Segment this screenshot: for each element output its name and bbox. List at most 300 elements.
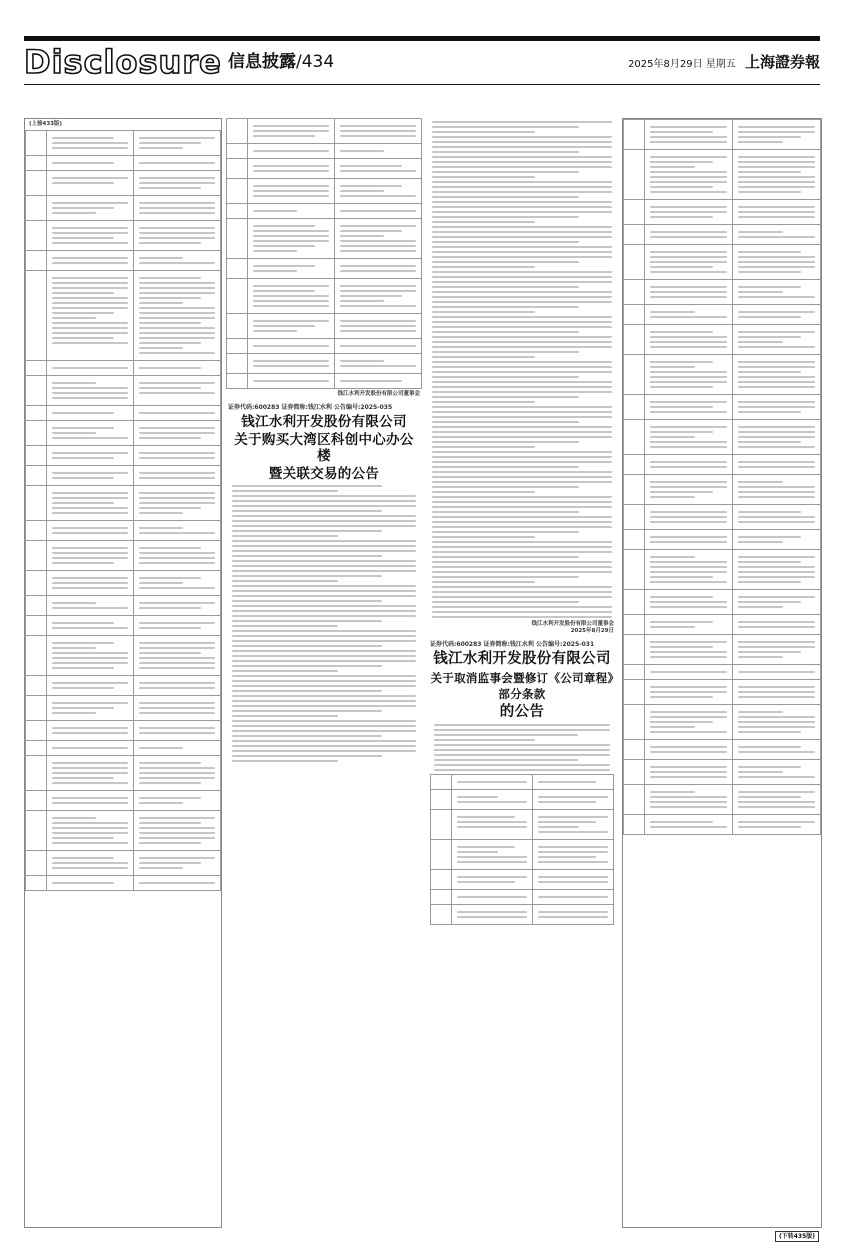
announcement-2-codeline: 证券代码:600283 证券简称:钱江水利 公告编号:2025-031	[430, 641, 595, 648]
text-line	[432, 171, 579, 173]
row-number-cell	[431, 775, 452, 790]
revised-clause-cell	[134, 721, 221, 741]
text-line	[432, 421, 579, 423]
table-row	[26, 171, 221, 196]
original-clause-cell	[47, 376, 134, 406]
text-line	[650, 171, 727, 173]
text-line	[738, 136, 801, 138]
newspaper-name: 上海證券報	[744, 53, 820, 71]
table-row	[26, 221, 221, 251]
text-line	[432, 176, 535, 178]
text-line	[253, 345, 329, 347]
text-line	[139, 647, 215, 649]
text-line	[650, 821, 713, 823]
text-line	[738, 171, 801, 173]
original-clause-cell	[645, 760, 733, 785]
text-line	[432, 186, 612, 188]
revised-clause-cell	[733, 225, 821, 245]
announcement-1-title-line-2: 关于购买大湾区科创中心办公楼	[234, 432, 414, 464]
text-line	[650, 711, 727, 713]
text-line	[650, 556, 695, 558]
revised-clause-cell	[733, 760, 821, 785]
text-line	[432, 516, 612, 518]
text-line	[650, 641, 727, 643]
original-clause-cell	[248, 159, 335, 179]
text-line	[340, 165, 402, 167]
text-line	[340, 270, 416, 272]
text-line	[340, 365, 416, 367]
row-number-cell	[26, 131, 47, 156]
text-line	[340, 240, 416, 242]
text-line	[432, 326, 612, 328]
column-4-table	[622, 118, 822, 1228]
table-row	[431, 775, 614, 790]
text-line	[432, 266, 535, 268]
text-line	[139, 602, 215, 604]
row-number-cell	[26, 171, 47, 196]
text-line	[139, 802, 183, 804]
revised-clause-cell	[733, 505, 821, 530]
text-line	[139, 557, 215, 559]
text-line	[139, 212, 215, 214]
table-row	[624, 225, 821, 245]
text-line	[738, 261, 815, 263]
revised-clause-cell	[733, 245, 821, 280]
table-row	[431, 790, 614, 810]
original-clause-cell	[248, 374, 335, 389]
announcement-2-title-line-3: 的公告	[499, 704, 545, 720]
text-line	[52, 862, 128, 864]
text-line	[650, 696, 713, 698]
text-line	[253, 270, 297, 272]
text-line	[139, 257, 183, 259]
text-line	[232, 635, 416, 637]
text-line	[340, 190, 384, 192]
text-line	[650, 746, 727, 748]
row-number-cell	[624, 815, 645, 835]
table-row	[227, 354, 422, 374]
text-line	[340, 320, 416, 322]
table-row	[26, 156, 221, 171]
text-line	[738, 341, 783, 343]
row-number-cell	[624, 475, 645, 505]
revised-clause-cell	[533, 840, 614, 870]
row-number-cell	[624, 590, 645, 615]
text-line	[650, 826, 727, 828]
row-number-cell	[227, 179, 248, 204]
text-line	[139, 627, 201, 629]
revised-clause-cell	[533, 890, 614, 905]
text-line	[650, 166, 695, 168]
text-line	[52, 302, 128, 304]
text-line	[139, 827, 215, 829]
original-clause-cell	[645, 245, 733, 280]
announcement-articles-amendment	[428, 637, 616, 927]
text-line	[232, 550, 416, 552]
text-line	[738, 626, 815, 628]
table-row	[624, 245, 821, 280]
original-clause-cell	[645, 395, 733, 420]
announcement-2-title-line-2: 关于取消监事会暨修订《公司章程》部分条款	[430, 671, 614, 701]
text-line	[139, 747, 183, 749]
text-line	[538, 781, 596, 783]
text-line	[738, 656, 783, 658]
text-line	[253, 290, 315, 292]
revised-clause-cell	[134, 271, 221, 361]
text-line	[253, 230, 329, 232]
table-row	[624, 280, 821, 305]
text-line	[738, 296, 815, 298]
original-clause-cell	[47, 696, 134, 721]
revised-clause-cell	[134, 376, 221, 406]
text-line	[738, 691, 815, 693]
text-line	[52, 512, 128, 514]
text-line	[538, 881, 608, 883]
text-line	[232, 725, 416, 727]
text-line	[738, 686, 815, 688]
original-clause-cell	[645, 225, 733, 245]
text-line	[650, 156, 727, 158]
text-line	[432, 491, 535, 493]
text-line	[52, 507, 128, 509]
text-line	[538, 896, 608, 898]
revised-clause-cell	[733, 665, 821, 680]
text-line	[738, 806, 815, 808]
text-line	[650, 751, 727, 753]
original-clause-cell	[47, 446, 134, 466]
row-number-cell	[624, 635, 645, 665]
text-line	[52, 477, 114, 479]
text-line	[253, 265, 315, 267]
text-line	[457, 916, 527, 918]
text-line	[139, 432, 215, 434]
text-line	[434, 744, 610, 746]
text-line	[432, 546, 612, 548]
table-row	[26, 361, 221, 376]
text-line	[738, 231, 783, 233]
issue-info	[628, 52, 820, 75]
row-number-cell	[26, 596, 47, 616]
text-line	[650, 236, 727, 238]
text-line	[432, 556, 579, 558]
text-line	[432, 261, 579, 263]
text-line	[253, 285, 329, 287]
original-clause-cell	[47, 171, 134, 196]
text-line	[432, 441, 579, 443]
text-line	[650, 411, 727, 413]
text-line	[232, 705, 416, 707]
revised-clause-cell	[134, 446, 221, 466]
text-line	[52, 342, 128, 344]
text-line	[432, 391, 612, 393]
text-line	[139, 532, 215, 534]
text-line	[738, 176, 815, 178]
text-line	[738, 256, 815, 258]
text-line	[52, 547, 128, 549]
text-line	[738, 211, 815, 213]
row-number-cell	[26, 851, 47, 876]
text-line	[650, 251, 727, 253]
text-line	[650, 381, 727, 383]
text-line	[457, 861, 527, 863]
text-line	[432, 356, 535, 358]
row-number-cell	[26, 446, 47, 466]
text-line	[738, 791, 815, 793]
text-line	[432, 336, 612, 338]
text-line	[434, 759, 578, 761]
text-line	[232, 740, 416, 742]
text-line	[139, 367, 201, 369]
row-number-cell	[227, 219, 248, 259]
text-line	[253, 250, 297, 252]
text-line	[738, 401, 815, 403]
table-row	[624, 785, 821, 815]
text-line	[432, 521, 612, 523]
text-line	[139, 712, 215, 714]
text-line	[139, 582, 183, 584]
table-row	[227, 339, 422, 354]
text-line	[650, 581, 727, 583]
row-number-cell	[624, 550, 645, 590]
col2-table-signature: 钱江水利开发股份有限公司董事会	[337, 391, 420, 397]
text-line	[139, 682, 215, 684]
text-line	[738, 561, 801, 563]
text-line	[139, 297, 201, 299]
text-line	[139, 282, 215, 284]
revised-clause-cell	[335, 179, 422, 204]
text-line	[738, 796, 801, 798]
text-line	[738, 651, 801, 653]
text-line	[738, 716, 815, 718]
text-line	[253, 210, 297, 212]
revised-clause-cell	[733, 615, 821, 635]
text-line	[738, 331, 815, 333]
text-line	[340, 330, 416, 332]
text-line	[139, 302, 183, 304]
text-line	[52, 182, 114, 184]
text-line	[650, 776, 727, 778]
text-line	[253, 365, 329, 367]
text-line	[432, 196, 579, 198]
row-number-cell	[431, 870, 452, 890]
table-row	[624, 530, 821, 550]
row-number-cell	[624, 680, 645, 705]
row-number-cell	[624, 615, 645, 635]
revised-clause-cell	[733, 740, 821, 760]
text-line	[340, 135, 416, 137]
original-clause-cell	[645, 740, 733, 760]
text-line	[232, 545, 416, 547]
text-line	[738, 316, 801, 318]
text-line	[432, 411, 612, 413]
text-line	[52, 802, 128, 804]
text-line	[432, 591, 612, 593]
text-line	[650, 401, 727, 403]
text-line	[738, 581, 801, 583]
revised-clause-cell	[733, 395, 821, 420]
text-line	[232, 560, 416, 562]
text-line	[232, 745, 416, 747]
text-line	[340, 195, 416, 197]
announcement-1-codeline: 证券代码:600283 证券简称:钱江水利 公告编号:2025-035	[228, 404, 393, 411]
text-line	[340, 235, 384, 237]
text-line	[738, 441, 801, 443]
original-clause-cell	[248, 314, 335, 339]
text-line	[738, 556, 815, 558]
revised-clause-cell	[134, 521, 221, 541]
text-line	[738, 161, 815, 163]
text-line	[52, 712, 96, 714]
table-row	[624, 705, 821, 740]
row-number-cell	[26, 421, 47, 446]
text-line	[232, 620, 382, 622]
revised-clause-cell	[134, 406, 221, 421]
text-line	[432, 206, 612, 208]
text-line	[52, 287, 128, 289]
text-line	[52, 307, 128, 309]
text-line	[432, 616, 612, 618]
text-line	[432, 226, 612, 228]
text-line	[139, 732, 215, 734]
text-line	[432, 396, 579, 398]
text-line	[738, 381, 815, 383]
table-row	[624, 590, 821, 615]
text-line	[738, 726, 815, 728]
text-line	[139, 667, 215, 669]
text-line	[253, 325, 315, 327]
original-clause-cell	[47, 851, 134, 876]
text-line	[432, 551, 612, 553]
text-line	[232, 610, 416, 612]
text-line	[538, 916, 608, 918]
text-line	[139, 837, 215, 839]
text-line	[434, 724, 610, 726]
text-line	[232, 555, 382, 557]
text-line	[432, 566, 612, 568]
revised-clause-cell	[134, 851, 221, 876]
text-line	[650, 266, 713, 268]
table-row	[26, 406, 221, 421]
table-row	[26, 446, 221, 466]
revised-clause-cell	[134, 741, 221, 756]
table-row	[26, 811, 221, 851]
text-line	[52, 317, 96, 319]
original-clause-cell	[47, 636, 134, 676]
text-line	[52, 707, 114, 709]
text-line	[432, 571, 612, 573]
text-line	[650, 511, 727, 513]
original-clause-cell	[645, 420, 733, 455]
text-line	[432, 211, 612, 213]
revised-clause-cell	[733, 355, 821, 395]
revised-clause-cell	[335, 159, 422, 179]
column-3-text	[428, 121, 616, 618]
text-line	[738, 576, 815, 578]
text-line	[650, 561, 727, 563]
text-line	[738, 621, 815, 623]
revised-clause-cell	[733, 200, 821, 225]
revised-clause-cell	[335, 279, 422, 314]
text-line	[738, 601, 801, 603]
text-line	[340, 325, 416, 327]
text-line	[457, 876, 527, 878]
text-line	[432, 581, 535, 583]
text-line	[52, 322, 128, 324]
text-line	[253, 170, 329, 172]
text-line	[253, 330, 297, 332]
text-line	[139, 562, 215, 564]
text-line	[434, 754, 610, 756]
text-line	[139, 472, 215, 474]
text-line	[432, 426, 612, 428]
revised-clause-cell	[335, 259, 422, 279]
text-line	[253, 235, 329, 237]
text-line	[432, 311, 535, 313]
table-row	[624, 760, 821, 785]
text-line	[139, 502, 215, 504]
text-line	[139, 797, 201, 799]
text-line	[232, 505, 416, 507]
text-line	[139, 762, 201, 764]
text-line	[432, 331, 579, 333]
text-line	[650, 791, 695, 793]
table-row	[624, 200, 821, 225]
text-line	[139, 207, 215, 209]
original-clause-cell	[248, 119, 335, 144]
text-line	[432, 371, 612, 373]
revised-clause-cell	[733, 530, 821, 550]
table-row	[26, 196, 221, 221]
text-line	[340, 125, 416, 127]
text-line	[650, 181, 727, 183]
text-line	[139, 577, 201, 579]
text-line	[52, 387, 128, 389]
text-line	[432, 121, 612, 123]
text-line	[232, 695, 416, 697]
text-line	[139, 142, 201, 144]
announcement-1-body	[228, 485, 420, 762]
text-line	[432, 611, 612, 613]
text-line	[738, 731, 801, 733]
text-line	[738, 461, 815, 463]
text-line	[232, 490, 338, 492]
text-line	[650, 466, 727, 468]
text-line	[52, 772, 128, 774]
text-line	[253, 360, 329, 362]
text-line	[432, 236, 612, 238]
text-line	[650, 491, 713, 493]
original-clause-cell	[645, 705, 733, 740]
original-clause-cell	[47, 221, 134, 251]
text-line	[52, 607, 128, 609]
revised-clause-cell	[134, 361, 221, 376]
text-line	[232, 670, 338, 672]
row-number-cell	[26, 466, 47, 486]
text-line	[650, 286, 727, 288]
text-line	[738, 486, 815, 488]
table-row	[431, 905, 614, 925]
original-clause-cell	[47, 571, 134, 596]
row-number-cell	[624, 325, 645, 355]
text-line	[650, 646, 713, 648]
text-line	[139, 277, 201, 279]
text-line	[340, 345, 416, 347]
revised-clause-cell	[134, 571, 221, 596]
text-line	[232, 600, 382, 602]
text-line	[738, 291, 783, 293]
text-line	[432, 531, 579, 533]
text-line	[650, 161, 713, 163]
